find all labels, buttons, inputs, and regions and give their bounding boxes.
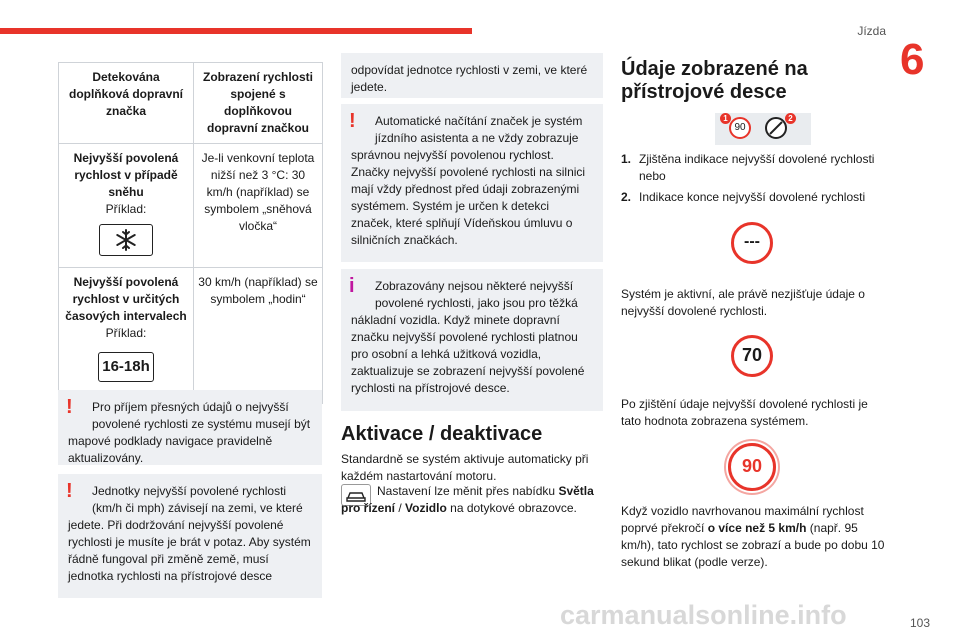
snow-sign bbox=[99, 224, 153, 256]
activation-text: Standardně se systém aktivuje automaticky při každém nastartování motoru. bbox=[341, 452, 589, 483]
callout-badge-2: 2 bbox=[785, 113, 796, 124]
sign-value: 90 bbox=[741, 456, 763, 476]
menu-path-vehicle: Vozidlo bbox=[405, 501, 447, 515]
legend-list bbox=[621, 151, 896, 210]
description-text: Systém je aktivní, ale právě nezjišťuje údaje o nejvyšší dovolené rychlosti. bbox=[621, 287, 865, 318]
table-cell bbox=[59, 268, 194, 404]
note-text: Automatické načítání značek je systém jízdního asistenta a ne vždy zobrazuje bbox=[375, 114, 583, 145]
warning-icon: ! bbox=[66, 396, 73, 418]
info-icon: i bbox=[349, 275, 355, 297]
display-heading: Údaje zobrazené na přístrojové desce bbox=[621, 58, 808, 103]
header-accent-bar bbox=[0, 28, 472, 34]
table-row bbox=[59, 144, 323, 268]
speed-limit-sign bbox=[729, 117, 751, 139]
snowflake-icon bbox=[114, 228, 138, 252]
table-row bbox=[59, 268, 323, 404]
speed-90-flashing-sign bbox=[728, 443, 776, 491]
description-text bbox=[621, 503, 893, 571]
note-continuation bbox=[341, 53, 603, 98]
text-run: (např. 95 km/h), tato rychlost se zobrazí a bude po dobu 10 sekund blikat (podle verze). bbox=[621, 521, 885, 569]
chapter-number: 6 bbox=[900, 35, 925, 84]
cell-bold-text: Nejvyšší povolená rychlost v případě sněhu bbox=[73, 151, 179, 199]
no-data-sign bbox=[731, 222, 773, 264]
warning-note bbox=[341, 104, 603, 262]
cell-sub-text: Příklad: bbox=[105, 202, 147, 216]
text-run: / bbox=[395, 501, 406, 515]
text-run: Nastavení lze měnit přes nabídku bbox=[377, 484, 559, 498]
note-text: mapové podklady navigace pravidelně aktualizovány. bbox=[68, 434, 273, 465]
note-text: Zobrazovány nejsou některé nejvyšší povolené rychlosti, jako jsou pro těžká bbox=[375, 279, 578, 310]
list-item bbox=[621, 151, 896, 185]
sign-value: 90 bbox=[734, 122, 746, 133]
list-number: 2. bbox=[621, 190, 632, 204]
sign-value: 70 bbox=[741, 345, 763, 365]
speed-70-sign bbox=[731, 335, 773, 377]
menu-path-lights: Světla pro řízení bbox=[341, 484, 594, 515]
note-text: nákladní vozidla. Když minete dopravní značku nejvyšší povolené rychlosti platnou pro osobní a lehká užitková vozidla, zaktualizuje se zobrazení nejvyšší povolené rychlosti na přístrojové desce. bbox=[351, 313, 585, 395]
page-number: 103 bbox=[909, 616, 930, 630]
text-run: Když vozidlo navrhovanou maximální rychlost poprvé překročí bbox=[621, 504, 864, 535]
cell-sub-text: Příklad: bbox=[105, 326, 147, 340]
list-text: Zjištěna indikace nejvyšší dovolené rychlosti nebo bbox=[639, 152, 875, 183]
sign-table bbox=[58, 62, 323, 404]
table-cell: 30 km/h (například) se symbolem „hodin“ bbox=[194, 268, 323, 404]
text-run: na dotykové obrazovce. bbox=[446, 501, 577, 515]
activation-setting-text bbox=[341, 483, 603, 517]
end-limit-sign bbox=[765, 117, 787, 139]
list-item bbox=[621, 189, 896, 206]
warning-icon: ! bbox=[349, 110, 356, 132]
section-title: Jízda bbox=[857, 24, 886, 38]
table-cell: Je-li venkovní teplota nižší než 3 °C: 30 km/h (například) se symbolem „sněhová vločka“ bbox=[194, 144, 323, 268]
text-bold: o více než 5 km/h bbox=[707, 521, 807, 535]
list-number: 1. bbox=[621, 152, 632, 166]
table-cell bbox=[59, 144, 194, 268]
table-header-cell: Zobrazení rychlosti spojené s doplňkovou dopravní značkou bbox=[194, 63, 323, 144]
description-text: Po zjištění údaje nejvyšší dovolené rychlosti je tato hodnota zobrazena systémem. bbox=[621, 397, 868, 428]
callout-badge-1: 1 bbox=[720, 113, 731, 124]
sign-value: --- bbox=[744, 233, 760, 250]
warning-icon: ! bbox=[66, 480, 73, 502]
note-text: Jednotky nejvyšší povolené rychlosti (km/h či mph) závisejí na zemi, ve které bbox=[92, 484, 303, 515]
time-sign-text: 16-18h bbox=[102, 358, 150, 375]
note-text: správnou nejvyšší povolenou rychlost. Značky nejvyšší povolené rychlosti na silnici mají vždy přednost před údaji zobrazenými systémem. Systém je určen k detekci značek, které splňují Vídeňskou úmluvu o silničních značkách. bbox=[351, 148, 586, 247]
note-text: odpovídat jednotce rychlosti v zemi, ve které jedete. bbox=[351, 63, 588, 94]
activation-heading: Aktivace / deaktivace bbox=[341, 423, 543, 445]
table-header-cell: Detekována doplňková dopravní značka bbox=[59, 63, 194, 144]
warning-note bbox=[58, 474, 322, 598]
time-sign bbox=[98, 352, 154, 382]
note-text: jedete. Při dodržování nejvyšší povolené rychlosti je musíte je brát v potaz. Aby systém řádně fungoval při změně země, musí jednotka rychlosti na přístrojové desce bbox=[68, 518, 311, 583]
cell-bold-text: Nejvyšší povolená rychlost v určitých časových intervalech bbox=[65, 275, 187, 323]
list-text: Indikace konce nejvyšší dovolené rychlosti bbox=[639, 190, 866, 204]
warning-note bbox=[58, 390, 322, 465]
note-text: Pro příjem přesných údajů o nejvyšší povolené rychlosti ze systému musejí být bbox=[92, 400, 311, 431]
dashboard-icon-strip bbox=[715, 113, 811, 145]
table-header-row bbox=[59, 63, 323, 144]
watermark: carmanualsonline.info bbox=[560, 600, 847, 630]
info-note bbox=[341, 269, 603, 411]
